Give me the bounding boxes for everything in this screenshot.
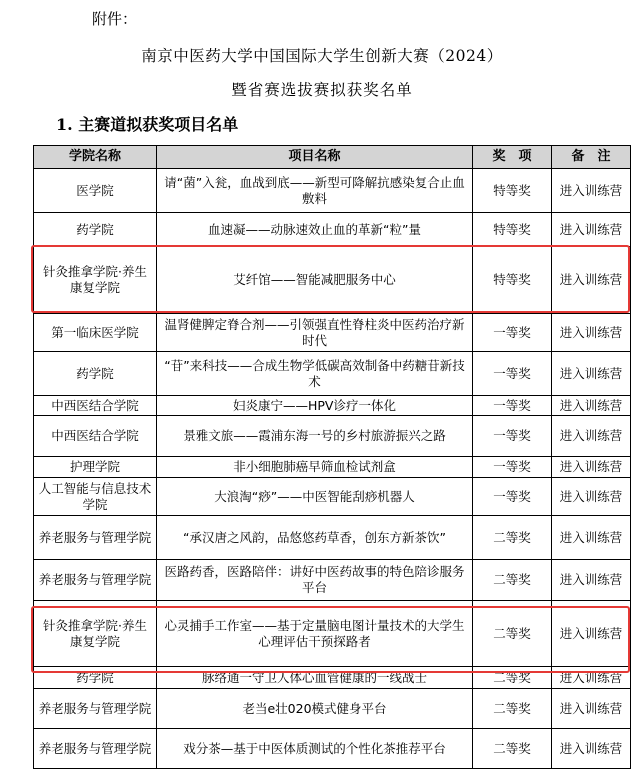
cell-award: 二等奖 — [473, 667, 552, 689]
cell-note: 进入训练营 — [552, 601, 631, 667]
table-row — [34, 416, 631, 457]
cell-project: 医路药香，医路陪伴：讲好中医药故事的特色陪诊服务平台 — [157, 560, 473, 601]
cell-college: 中西医结合学院 — [34, 396, 157, 416]
table-row — [34, 601, 631, 667]
cell-college: 药学院 — [34, 667, 157, 689]
cell-award: 一等奖 — [473, 396, 552, 416]
cell-note: 进入训练营 — [552, 457, 631, 478]
cell-college: 第一临床医学院 — [34, 314, 157, 352]
table-row — [34, 729, 631, 769]
cell-award: 特等奖 — [473, 213, 552, 247]
cell-note: 进入训练营 — [552, 396, 631, 416]
cell-award: 特等奖 — [473, 247, 552, 314]
cell-project: 大浪淘“痧”——中医智能刮痧机器人 — [157, 478, 473, 516]
cell-college: 针灸推拿学院·养生康复学院 — [34, 601, 157, 667]
cell-award: 一等奖 — [473, 478, 552, 516]
table-row — [34, 457, 631, 478]
cell-project: 血速凝——动脉速效止血的革新“粒”量 — [157, 213, 473, 247]
cell-college: 人工智能与信息技术学院 — [34, 478, 157, 516]
document-title: 南京中医药大学中国国际大学生创新大赛（2024） — [141, 47, 503, 65]
cell-award: 特等奖 — [473, 169, 552, 213]
table-row — [34, 478, 631, 516]
cell-project: 妇炎康宁——HPV诊疗一体化 — [157, 396, 473, 416]
cell-project: 脉络通一守卫人体心血管健康的一线战士 — [157, 667, 473, 689]
cell-award: 二等奖 — [473, 689, 552, 729]
cell-award: 一等奖 — [473, 457, 552, 478]
cell-note: 进入训练营 — [552, 352, 631, 396]
attachment-label: 附件： — [92, 10, 138, 28]
cell-note: 进入训练营 — [552, 667, 631, 689]
cell-college: 养老服务与管理学院 — [34, 689, 157, 729]
table-row — [34, 396, 631, 416]
table-row — [34, 213, 631, 247]
cell-note: 进入训练营 — [552, 560, 631, 601]
table-row — [34, 247, 631, 314]
cell-project: 请“菌”入瓮，血战到底——新型可降解抗感染复合止血敷料 — [157, 169, 473, 213]
cell-note: 进入训练营 — [552, 169, 631, 213]
cell-award: 二等奖 — [473, 516, 552, 560]
cell-project: 戏分茶—基于中医体质测试的个性化茶推荐平台 — [157, 729, 473, 769]
column-header-project: 项目名称 — [157, 146, 473, 169]
cell-note: 进入训练营 — [552, 213, 631, 247]
column-header-college: 学院名称 — [34, 146, 157, 169]
cell-award: 一等奖 — [473, 314, 552, 352]
cell-note: 进入训练营 — [552, 516, 631, 560]
cell-note: 进入训练营 — [552, 314, 631, 352]
cell-project: 温肾健脾定脊合剂——引领强直性脊柱炎中医药治疗新时代 — [157, 314, 473, 352]
table-row — [34, 689, 631, 729]
table-row — [34, 314, 631, 352]
award-table — [33, 145, 631, 769]
cell-college: 养老服务与管理学院 — [34, 729, 157, 769]
cell-award: 二等奖 — [473, 560, 552, 601]
cell-award: 一等奖 — [473, 352, 552, 396]
cell-college: 护理学院 — [34, 457, 157, 478]
column-header-award: 奖 项 — [473, 146, 552, 169]
cell-award: 一等奖 — [473, 416, 552, 457]
cell-project: 心灵捕手工作室——基于定量脑电图计量技术的大学生心理评估干预探路者 — [157, 601, 473, 667]
cell-project: 非小细胞肺癌早筛血检试剂盒 — [157, 457, 473, 478]
cell-college: 针灸推拿学院·养生康复学院 — [34, 247, 157, 314]
document-subtitle: 暨省赛选拔赛拟获奖名单 — [231, 81, 413, 99]
cell-project: 艾纤馆——智能减肥服务中心 — [157, 247, 473, 314]
table-header-row — [34, 146, 631, 169]
section-heading: 1. 主赛道拟获奖项目名单 — [56, 115, 239, 134]
table-row — [34, 516, 631, 560]
table-row — [34, 352, 631, 396]
cell-college: 药学院 — [34, 213, 157, 247]
cell-note: 进入训练营 — [552, 416, 631, 457]
cell-college: 中西医结合学院 — [34, 416, 157, 457]
cell-project: “苷”来科技——合成生物学低碳高效制备中药糖苷新技术 — [157, 352, 473, 396]
cell-project: 老当e壮020模式健身平台 — [157, 689, 473, 729]
cell-note: 进入训练营 — [552, 247, 631, 314]
cell-project: 景雅文旅——霞浦东海一号的乡村旅游振兴之路 — [157, 416, 473, 457]
cell-award: 二等奖 — [473, 729, 552, 769]
cell-college: 养老服务与管理学院 — [34, 560, 157, 601]
cell-college: 药学院 — [34, 352, 157, 396]
table-row — [34, 169, 631, 213]
column-header-note: 备 注 — [552, 146, 631, 169]
cell-project: “承汉唐之风韵，品悠悠药草香，创东方新茶饮” — [157, 516, 473, 560]
table-row — [34, 560, 631, 601]
cell-note: 进入训练营 — [552, 729, 631, 769]
cell-college: 医学院 — [34, 169, 157, 213]
table-row — [34, 667, 631, 689]
cell-college: 养老服务与管理学院 — [34, 516, 157, 560]
cell-note: 进入训练营 — [552, 689, 631, 729]
cell-award: 二等奖 — [473, 601, 552, 667]
cell-note: 进入训练营 — [552, 478, 631, 516]
